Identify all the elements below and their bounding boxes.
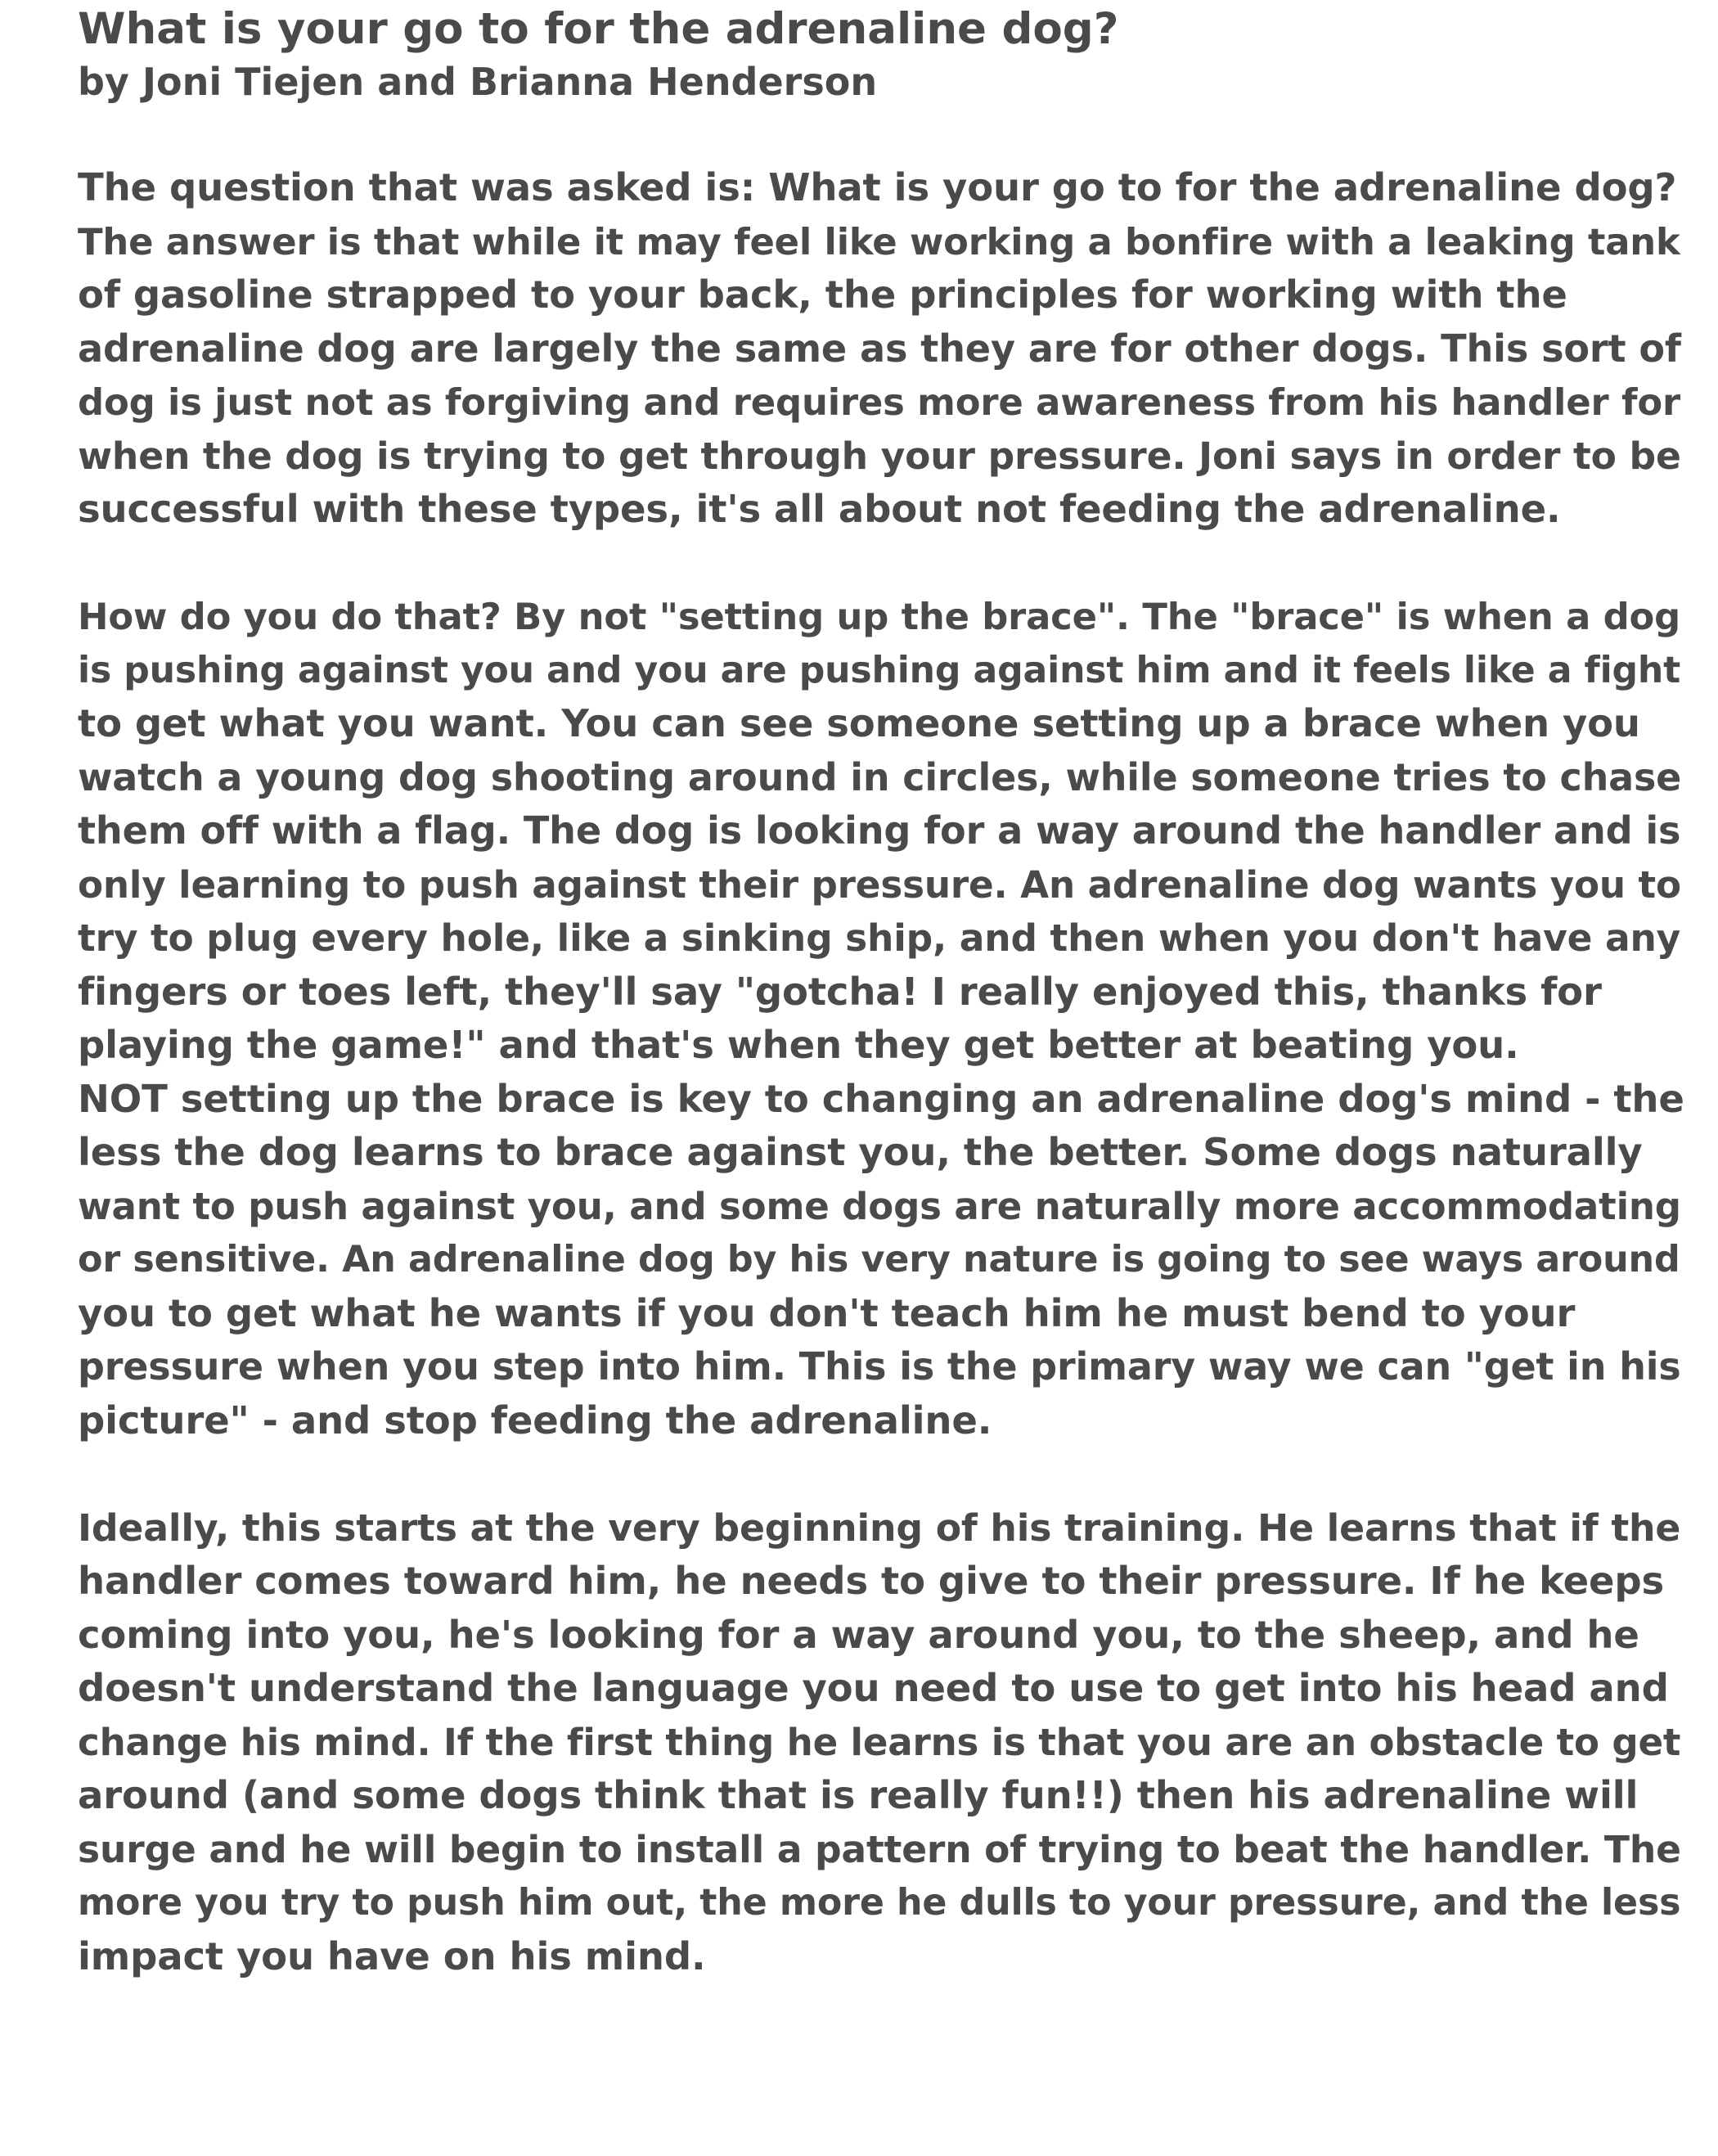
text-line: handler comes toward him, he needs to give to their pressure. If he keeps [78, 1559, 1665, 1603]
text-line: The question that was asked is: What is your go to for the adrenaline dog? [78, 165, 1677, 209]
paragraph-spacer [78, 1447, 1689, 1501]
text-line: impact you have on his mind. [78, 1933, 706, 1978]
paragraph-1 [78, 161, 1689, 537]
article-title: What is your go to for the adrenaline dog? [78, 4, 1119, 54]
text-line: NOT setting up the brace is key to changing an adrenaline dog's mind - the [78, 1076, 1684, 1121]
text-line: The answer is that while it may feel like working a bonfire with a leaking tank [78, 219, 1680, 263]
text-line: to get what you want. You can see someone setting up a brace when you [78, 701, 1640, 745]
text-line: try to plug every hole, like a sinking ship, and then when you don't have any [78, 916, 1681, 960]
text-line: or sensitive. An adrenaline dog by his very nature is going to see ways around [78, 1239, 1680, 1281]
text-line: pressure when you step into him. This is the primary way we can "get in his [78, 1344, 1681, 1389]
text-line: dog is just not as forgiving and requires more awareness from his handler for [78, 380, 1680, 424]
paragraph-3 [78, 1501, 1689, 1984]
text-line: adrenaline dog are largely the same as they are for other dogs. This sort of [78, 326, 1681, 371]
text-line: them off with a flag. The dog is looking for a way around the handler and is [78, 808, 1681, 853]
document [78, 0, 1689, 1983]
text-line: less the dog learns to brace against you, the better. Some dogs naturally [78, 1130, 1643, 1174]
text-line: change his mind. If the first thing he learns is that you are an obstacle to get [78, 1720, 1681, 1764]
text-line: of gasoline strapped to your back, the principles for working with the [78, 272, 1567, 317]
article-byline: by Joni Tiejen and Brianna Henderson [78, 60, 878, 104]
text-line: playing the game!" and that's when they get better at beating you. [78, 1023, 1519, 1067]
text-line: fingers or toes left, they'll say "gotcha! I really enjoyed this, thanks for [78, 969, 1602, 1014]
text-line: picture" - and stop feeding the adrenaline. [78, 1398, 992, 1443]
text-line: is pushing against you and you are pushing against him and it feels like a fight [78, 649, 1681, 691]
text-line: successful with these types, it's all about not feeding the adrenaline. [78, 487, 1561, 531]
paragraph-spacer [78, 537, 1689, 591]
text-line: want to push against you, and some dogs are naturally more accommodating [78, 1184, 1681, 1228]
text-line: when the dog is trying to get through your pressure. Joni says in order to be [78, 434, 1681, 478]
text-line: How do you do that? By not "setting up the brace". The "brace" is when a dog [78, 595, 1681, 638]
text-line: watch a young dog shooting around in circles, while someone tries to chase [78, 754, 1682, 799]
text-line: doesn't understand the language you need to use to get into his head and [78, 1666, 1669, 1710]
text-line: coming into you, he's looking for a way around you, to the sheep, and he [78, 1612, 1639, 1657]
text-line: Ideally, this starts at the very beginning of his training. He learns that if the [78, 1506, 1681, 1550]
text-line: only learning to push against their pressure. An adrenaline dog wants you to [78, 862, 1681, 907]
text-line: surge and he will begin to install a pattern of trying to beat the handler. The [78, 1827, 1681, 1871]
text-line: more you try to push him out, the more he dulls to your pressure, and the less [78, 1882, 1681, 1924]
text-line: you to get what he wants if you don't teach him he must bend to your [78, 1290, 1576, 1335]
text-line: around (and some dogs think that is really fun!!) then his adrenaline will [78, 1773, 1639, 1817]
paragraph-2 [78, 590, 1689, 1447]
